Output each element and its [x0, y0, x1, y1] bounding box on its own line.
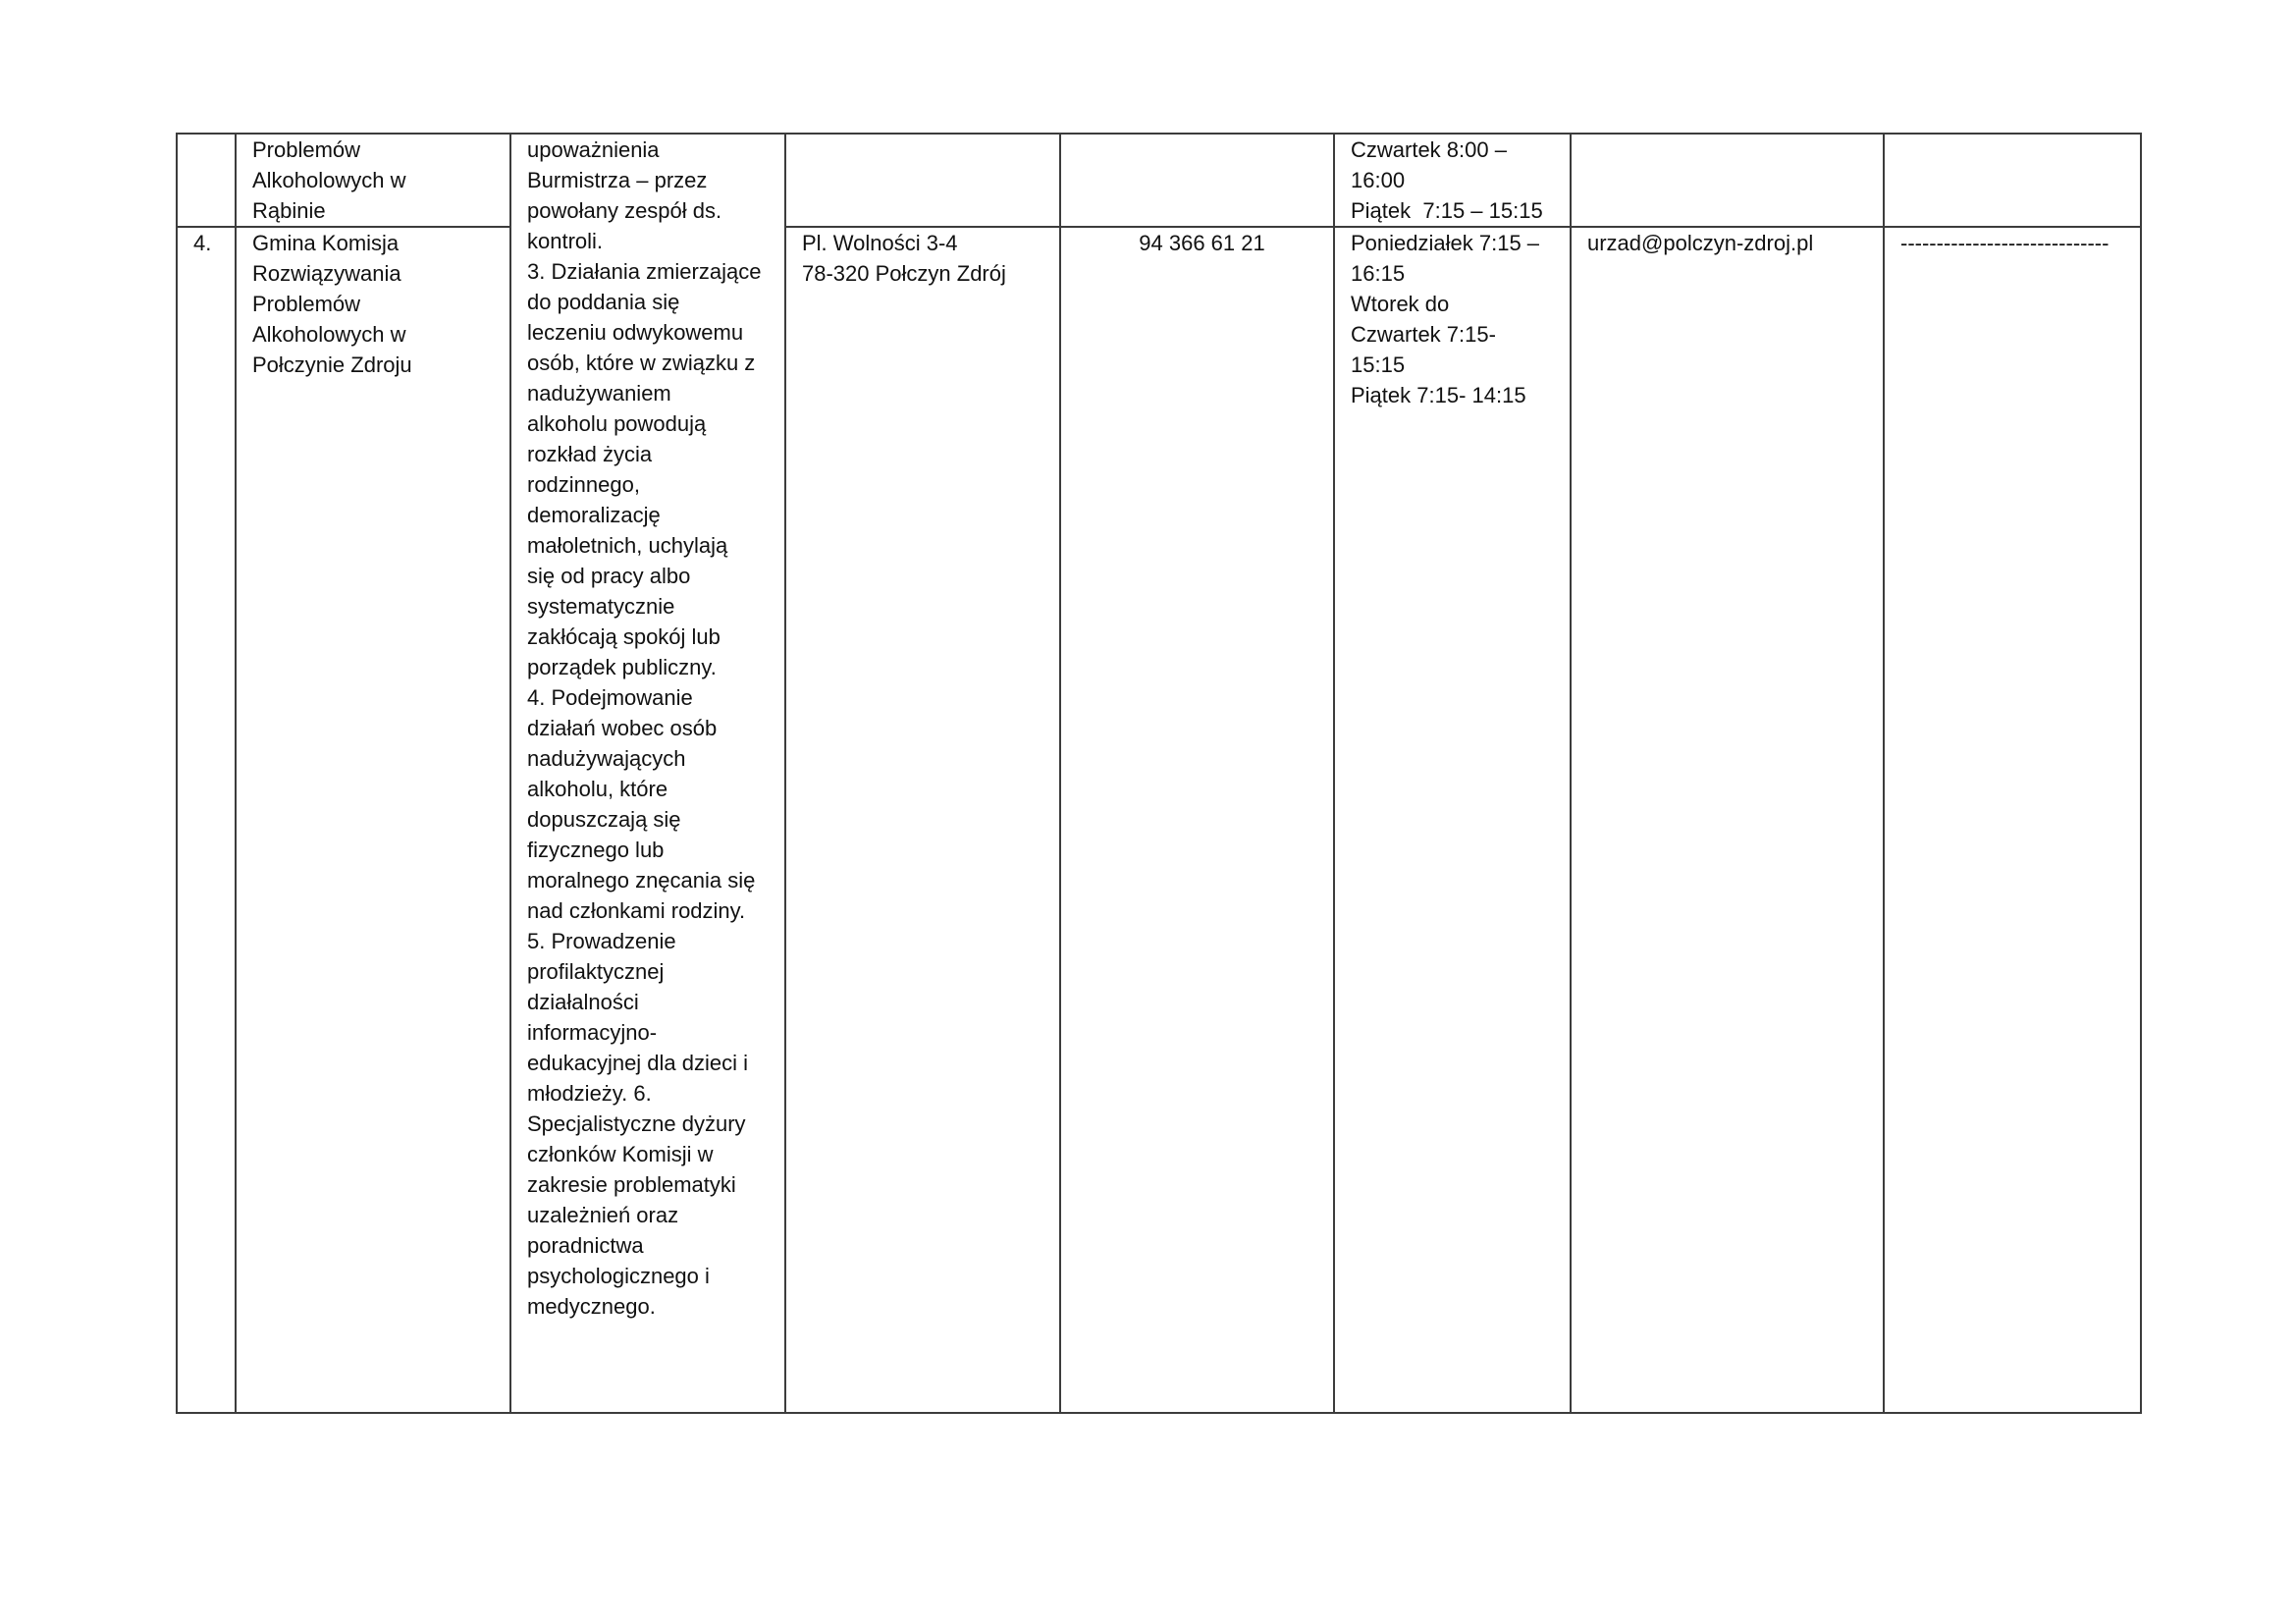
email-cell: urzad@polczyn-zdroj.pl: [1571, 227, 1884, 1413]
row-number-cell: 4.: [177, 227, 236, 1413]
table-row: [177, 134, 2141, 227]
extra-info-cell: -----------------------------: [1884, 227, 2141, 1413]
tasks-cell: upoważnienia Burmistrza – przez powołany zespół ds. kontroli. 3. Działania zmierzające do poddania się leczeniu odwykowemu osób, które w związku z nadużywaniem alkoholu powodują rozkład życia rodzinnego, demoralizację małoletnich, uchylają się od pracy albo systematycznie zakłócają spokój lub porządek publiczny. 4. Podejmowanie działań wobec osób nadużywających alkoholu, które dopuszczają się fizycznego lub moralnego znęcania się nad członkami rodziny. 5. Prowadzenie profilaktycznej działalności informacyjno- edukacyjnej dla dzieci i młodzieży. 6. Specjalistyczne dyżury członków Komisji w zakresie problematyki uzależnień oraz poradnictwa psychologicznego i medycznego.: [510, 134, 785, 1413]
table-row: [177, 227, 2141, 1413]
opening-hours-cell: Poniedziałek 7:15 – 16:15 Wtorek do Czwartek 7:15- 15:15 Piątek 7:15- 14:15: [1334, 227, 1571, 1413]
address-cell: [785, 134, 1060, 227]
institution-name-cell: Gmina Komisja Rozwiązywania Problemów Alkoholowych w Połczynie Zdroju: [236, 227, 510, 1413]
phone-cell: 94 366 61 21: [1060, 227, 1334, 1413]
institutions-table: [176, 133, 2142, 1414]
extra-info-cell: [1884, 134, 2141, 227]
email-cell: [1571, 134, 1884, 227]
address-cell: Pl. Wolności 3-4 78-320 Połczyn Zdrój: [785, 227, 1060, 1413]
institution-name-cell: Problemów Alkoholowych w Rąbinie: [236, 134, 510, 227]
opening-hours-cell: Czwartek 8:00 – 16:00 Piątek 7:15 – 15:15: [1334, 134, 1571, 227]
phone-cell: [1060, 134, 1334, 227]
row-number-cell: [177, 134, 236, 227]
